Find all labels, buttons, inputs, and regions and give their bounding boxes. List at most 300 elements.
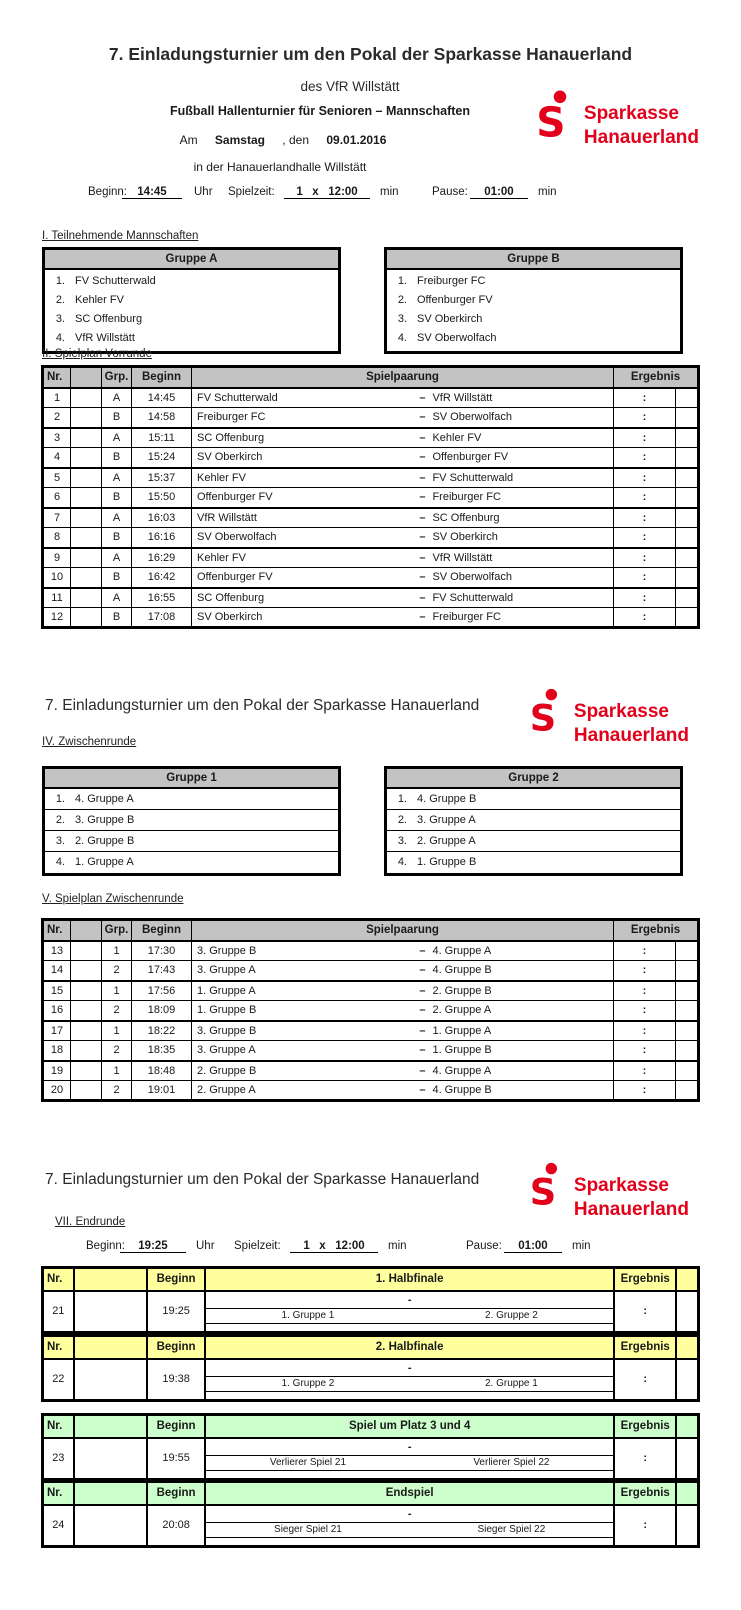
match-empty-cell — [71, 568, 102, 588]
vs-dash: – — [419, 431, 426, 444]
match-pairing — [192, 1021, 614, 1041]
away-team: 4. Gruppe B — [432, 964, 492, 977]
section-heading-vorrunde: II. Spielplan Vorrunde — [42, 348, 152, 360]
match-result: : — [614, 548, 676, 568]
team-row — [45, 831, 338, 852]
home-team: VfR Willstätt — [197, 511, 257, 524]
away-team: 1. Gruppe A — [432, 1024, 492, 1037]
team-pos: 2. — [397, 294, 407, 306]
vs-dash: - — [206, 1506, 613, 1523]
match-pairing — [205, 1291, 614, 1333]
section-heading-teilnehmer: I. Teilnehmende Mannschaften — [42, 230, 199, 242]
team-row — [45, 789, 338, 810]
team-name: 1. Gruppe B — [417, 856, 477, 868]
section-heading-endrunde: VII. Endrunde — [55, 1216, 126, 1228]
section-heading-zw-spielplan: V. Spielplan Zwischenrunde — [42, 893, 184, 905]
home-team: 1. Gruppe B — [197, 1004, 257, 1017]
finals-table-halbfinale-1 — [41, 1266, 700, 1334]
team-pos: 1. — [55, 793, 65, 805]
svg-text:S: S — [529, 696, 557, 734]
match-nr: 10 — [43, 568, 71, 588]
match-grp: B — [102, 528, 132, 548]
match-row — [43, 1081, 699, 1101]
host-line: des VfR Willstätt — [300, 79, 400, 94]
match-tail-cell — [676, 981, 699, 1001]
team-name: 4. Gruppe A — [75, 793, 134, 805]
home-team: Offenburger FV — [197, 571, 273, 584]
col-header-nr: Nr. — [43, 1336, 74, 1359]
home-team: SC Offenburg — [197, 431, 265, 444]
vs-dash: – — [419, 391, 426, 404]
vs-dash: – — [419, 944, 426, 957]
venue-line: in der Hanauerlandhalle Willstätt — [193, 160, 367, 174]
page-title: 7. Einladungsturnier um den Pokal der Sparkasse Hanauerland — [45, 697, 480, 714]
home-team: 3. Gruppe A — [197, 1044, 256, 1057]
match-beginn: 18:22 — [132, 1021, 192, 1041]
sparkasse-logo — [526, 1162, 689, 1223]
away-team: 2. Gruppe A — [432, 1004, 492, 1017]
team-row — [387, 852, 680, 873]
match-result: : — [614, 1359, 676, 1401]
match-empty-cell — [71, 528, 102, 548]
match-pairing — [192, 961, 614, 981]
match-tail-cell — [676, 548, 699, 568]
col-header-empty — [74, 1268, 147, 1291]
col-header-spielpaarung: Spielpaarung — [192, 367, 614, 388]
vs-dash: – — [419, 551, 426, 564]
home-team: 1. Gruppe 1 — [281, 1309, 335, 1321]
match-nr: 2 — [43, 408, 71, 428]
finals-table-halbfinale-2 — [41, 1334, 700, 1402]
match-row — [43, 981, 699, 1001]
match-tail-cell — [676, 1359, 698, 1401]
match-result: : — [614, 528, 676, 548]
match-pairing — [192, 568, 614, 588]
pause-label: Pause: — [466, 1240, 502, 1252]
beginn-label: Beginn: — [88, 186, 128, 198]
col-header-ergebnis: Ergebnis — [614, 920, 699, 941]
match-nr: 11 — [43, 588, 71, 608]
match-row — [43, 1061, 699, 1081]
vs-dash: – — [419, 511, 426, 524]
match-beginn: 15:11 — [132, 428, 192, 448]
match-beginn: 18:35 — [132, 1041, 192, 1061]
match-nr: 19 — [43, 1061, 71, 1081]
table-header-row — [43, 1268, 699, 1291]
match-tail-cell — [676, 1001, 699, 1021]
group-table-2 — [384, 766, 683, 876]
group-header: Gruppe A — [45, 250, 338, 270]
team-name: Freiburger FC — [417, 275, 486, 287]
spielzeit-label: Spielzeit: — [234, 1240, 281, 1252]
match-nr: 1 — [43, 388, 71, 408]
vs-dash: – — [419, 471, 426, 484]
match-nr: 9 — [43, 548, 71, 568]
team-pos: 4. — [55, 856, 65, 868]
team-row — [387, 831, 680, 852]
brand-line1: Sparkasse — [573, 701, 669, 722]
match-result: : — [614, 508, 676, 528]
match-empty-cell — [71, 548, 102, 568]
away-team: SV Oberkirch — [432, 531, 498, 544]
match-row — [43, 508, 699, 528]
match-beginn: 19:55 — [147, 1438, 205, 1480]
group-table-1 — [42, 766, 341, 876]
team-name: Offenburger FV — [417, 294, 493, 306]
match-beginn: 20:08 — [147, 1505, 205, 1547]
match-row — [43, 428, 699, 448]
vs-dash: – — [419, 531, 426, 544]
col-header-ergebnis: Ergebnis — [614, 1336, 676, 1359]
home-team: Freiburger FC — [197, 411, 266, 424]
match-empty-cell — [71, 961, 102, 981]
vs-dash: – — [419, 411, 426, 424]
home-team: Sieger Spiel 21 — [274, 1523, 342, 1535]
match-result: : — [614, 588, 676, 608]
match-row — [43, 961, 699, 981]
finals-row — [43, 1505, 699, 1547]
group-header: Gruppe B — [387, 250, 680, 270]
home-team: Kehler FV — [197, 471, 246, 484]
team-row — [387, 789, 680, 810]
match-grp: A — [102, 468, 132, 488]
match-row — [43, 408, 699, 428]
match-result: : — [614, 1505, 676, 1547]
match-row — [43, 1001, 699, 1021]
match-pairing — [192, 448, 614, 468]
col-header-grp: Grp. — [102, 367, 132, 388]
match-pairing — [205, 1359, 614, 1401]
brand-line2: Hanauerland — [573, 1199, 689, 1221]
match-grp: 2 — [102, 961, 132, 981]
match-result: : — [614, 388, 676, 408]
match-pairing — [192, 508, 614, 528]
match-nr: 5 — [43, 468, 71, 488]
match-empty-cell — [71, 981, 102, 1001]
match-result: : — [614, 448, 676, 468]
vs-dash: – — [419, 611, 426, 623]
spielzeit-value: 1 x 12:00 — [290, 1240, 378, 1253]
match-grp: A — [102, 508, 132, 528]
col-header-ergebnis: Ergebnis — [614, 1268, 676, 1291]
match-empty-cell — [71, 1081, 102, 1101]
col-header-empty — [74, 1482, 147, 1505]
finals-title: Spiel um Platz 3 und 4 — [205, 1415, 614, 1438]
match-result: : — [614, 428, 676, 448]
match-empty-cell — [71, 1061, 102, 1081]
match-beginn: 19:38 — [147, 1359, 205, 1401]
team-pos: 1. — [397, 275, 407, 287]
match-row — [43, 528, 699, 548]
col-header-ergebnis: Ergebnis — [614, 1415, 676, 1438]
match-nr: 4 — [43, 448, 71, 468]
match-result: : — [614, 488, 676, 508]
home-team: 3. Gruppe B — [197, 944, 257, 957]
team-name: SC Offenburg — [75, 313, 143, 325]
away-team: 4. Gruppe A — [432, 1064, 492, 1077]
pause-label: Pause: — [432, 186, 468, 198]
match-row — [43, 1041, 699, 1061]
uhr-label: Uhr — [194, 186, 213, 198]
home-team: 3. Gruppe B — [197, 1024, 257, 1037]
match-row — [43, 941, 699, 961]
col-header-ergebnis: Ergebnis — [614, 367, 699, 388]
group-table-b — [384, 247, 683, 354]
match-pairing — [205, 1438, 614, 1480]
match-empty-cell — [71, 448, 102, 468]
away-team: 1. Gruppe B — [432, 1044, 492, 1057]
away-team: 4. Gruppe B — [432, 1084, 492, 1096]
vs-dash: – — [419, 1084, 426, 1096]
match-tail-cell — [676, 1041, 699, 1061]
match-empty-cell — [71, 488, 102, 508]
match-row — [43, 588, 699, 608]
match-beginn: 19:01 — [132, 1081, 192, 1101]
match-empty-cell — [71, 388, 102, 408]
match-grp: 1 — [102, 981, 132, 1001]
home-team: 3. Gruppe A — [197, 964, 256, 977]
match-pairing — [192, 1081, 614, 1101]
match-empty-cell — [71, 408, 102, 428]
date-value: 09.01.2016 — [326, 133, 387, 147]
match-pairing — [192, 428, 614, 448]
match-pairing — [192, 488, 614, 508]
brand-line2: Hanauerland — [573, 725, 689, 747]
match-result: : — [614, 1291, 676, 1333]
col-header-beginn: Beginn — [147, 1336, 205, 1359]
team-pos: 4. — [397, 332, 407, 344]
table-header-row — [43, 920, 699, 941]
min-label: min — [388, 1240, 407, 1252]
match-row — [43, 1021, 699, 1041]
finals-table-platz3 — [41, 1413, 700, 1481]
home-team: 1. Gruppe A — [197, 984, 256, 997]
schedule-info-line — [0, 1240, 741, 1260]
match-tail-cell — [676, 388, 699, 408]
match-tail-cell — [676, 508, 699, 528]
team-pos: 2. — [397, 814, 407, 826]
vs-dash: - — [206, 1439, 613, 1456]
team-row — [387, 310, 680, 329]
match-beginn: 16:03 — [132, 508, 192, 528]
page-title: 7. Einladungsturnier um den Pokal der Sparkasse Hanauerland — [45, 1171, 480, 1188]
away-team: FV Schutterwald — [432, 591, 514, 604]
team-name: SV Oberkirch — [417, 313, 483, 325]
match-pairing — [192, 408, 614, 428]
schedule-info-line — [0, 186, 741, 206]
match-beginn: 18:09 — [132, 1001, 192, 1021]
team-row — [45, 310, 338, 329]
match-beginn: 14:45 — [132, 388, 192, 408]
spielzeit-label: Spielzeit: — [228, 186, 275, 198]
away-team: Freiburger FC — [432, 491, 501, 504]
match-beginn: 17:30 — [132, 941, 192, 961]
match-pairing — [192, 588, 614, 608]
team-name: 3. Gruppe A — [417, 814, 476, 826]
group-header: Gruppe 2 — [387, 769, 680, 789]
match-empty-cell — [74, 1505, 147, 1547]
match-grp: B — [102, 408, 132, 428]
match-nr: 23 — [43, 1438, 74, 1480]
finals-row — [43, 1291, 699, 1333]
col-header-empty — [74, 1415, 147, 1438]
match-result: : — [614, 1021, 676, 1041]
vs-dash: - — [206, 1360, 613, 1377]
col-header-ergebnis: Ergebnis — [614, 1482, 676, 1505]
sparkasse-logo — [532, 90, 699, 151]
away-team: SC Offenburg — [432, 511, 500, 524]
match-empty-cell — [71, 508, 102, 528]
team-pos: 1. — [55, 275, 65, 287]
team-pos: 3. — [55, 835, 65, 847]
match-empty-cell — [74, 1438, 147, 1480]
match-empty-cell — [71, 468, 102, 488]
match-nr: 15 — [43, 981, 71, 1001]
away-team: Verlierer Spiel 22 — [473, 1456, 550, 1468]
match-nr: 13 — [43, 941, 71, 961]
match-grp: 1 — [102, 1021, 132, 1041]
match-grp: B — [102, 488, 132, 508]
match-pairing — [192, 608, 614, 628]
away-team: SV Oberwolfach — [432, 411, 512, 424]
team-row — [45, 852, 338, 873]
sparkasse-s-icon — [526, 1162, 564, 1208]
match-nr: 14 — [43, 961, 71, 981]
vs-dash: – — [419, 571, 426, 584]
match-grp: B — [102, 568, 132, 588]
match-empty-cell — [71, 1021, 102, 1041]
team-name: 3. Gruppe B — [75, 814, 135, 826]
match-pairing — [205, 1505, 614, 1547]
vs-dash: – — [419, 984, 426, 997]
home-team: SC Offenburg — [197, 591, 265, 604]
brand-line1: Sparkasse — [583, 103, 679, 124]
vs-dash: – — [419, 1004, 426, 1017]
team-pos: 3. — [55, 313, 65, 325]
beginn-label: Beginn: — [86, 1240, 126, 1252]
match-pairing — [192, 1061, 614, 1081]
table-header-row — [43, 1482, 699, 1505]
match-nr: 12 — [43, 608, 71, 628]
match-result: : — [614, 1061, 676, 1081]
section-heading-zwischenrunde: IV. Zwischenrunde — [42, 736, 137, 748]
match-result: : — [614, 408, 676, 428]
match-grp: B — [102, 608, 132, 628]
away-team: Freiburger FC — [432, 611, 501, 623]
match-beginn: 14:58 — [132, 408, 192, 428]
away-team: FV Schutterwald — [432, 471, 514, 484]
match-beginn: 16:16 — [132, 528, 192, 548]
col-header-nr: Nr. — [43, 1482, 74, 1505]
min-label: min — [380, 186, 399, 198]
vs-dash: – — [419, 491, 426, 504]
match-row — [43, 488, 699, 508]
sparkasse-s-icon — [532, 90, 574, 140]
event-type-line: Fußball Hallenturnier für Senioren – Mannschaften — [169, 104, 471, 118]
col-header-tail — [676, 1336, 698, 1359]
team-name: FV Schutterwald — [75, 275, 156, 287]
match-row — [43, 608, 699, 628]
away-team: SV Oberwolfach — [432, 571, 512, 584]
date-day: Samstag — [214, 133, 265, 147]
team-name: VfR Willstätt — [75, 332, 135, 344]
vs-dash: – — [419, 1044, 426, 1057]
finals-row — [43, 1359, 699, 1401]
match-result: : — [614, 1041, 676, 1061]
match-empty-cell — [71, 588, 102, 608]
brand-name — [574, 688, 689, 749]
match-nr: 22 — [43, 1359, 74, 1401]
col-header-beginn: Beginn — [147, 1415, 205, 1438]
vs-dash: – — [419, 964, 426, 977]
team-pos: 3. — [397, 835, 407, 847]
away-team: VfR Willstätt — [432, 551, 493, 564]
match-tail-cell — [676, 1438, 698, 1480]
match-tail-cell — [676, 1061, 699, 1081]
match-pairing — [192, 1041, 614, 1061]
vs-dash: – — [419, 591, 426, 604]
team-row — [45, 272, 338, 291]
team-row — [45, 291, 338, 310]
finals-title: 1. Halbfinale — [205, 1268, 614, 1291]
home-team: FV Schutterwald — [197, 391, 278, 404]
team-name: SV Oberwolfach — [417, 332, 497, 344]
match-result: : — [614, 608, 676, 628]
match-pairing — [192, 548, 614, 568]
match-empty-cell — [71, 1001, 102, 1021]
col-header-tail — [676, 1482, 698, 1505]
home-team: SV Oberkirch — [197, 611, 263, 623]
uhr-label: Uhr — [196, 1240, 215, 1252]
match-row — [43, 568, 699, 588]
vs-dash: – — [419, 1064, 426, 1077]
match-grp: A — [102, 588, 132, 608]
match-pairing — [192, 941, 614, 961]
match-empty-cell — [71, 1041, 102, 1061]
col-header-tail — [676, 1415, 698, 1438]
match-nr: 20 — [43, 1081, 71, 1101]
match-grp: 1 — [102, 941, 132, 961]
match-result: : — [614, 1438, 676, 1480]
match-result: : — [614, 1001, 676, 1021]
team-name: Kehler FV — [75, 294, 124, 306]
match-grp: A — [102, 388, 132, 408]
col-header-nr: Nr. — [43, 367, 71, 388]
vorrunde-table — [41, 365, 700, 629]
match-tail-cell — [676, 1081, 699, 1101]
match-pairing — [192, 388, 614, 408]
match-grp: A — [102, 428, 132, 448]
match-tail-cell — [676, 941, 699, 961]
col-header-nr: Nr. — [43, 920, 71, 941]
col-header-grp: Grp. — [102, 920, 132, 941]
col-header-beginn: Beginn — [147, 1482, 205, 1505]
match-nr: 6 — [43, 488, 71, 508]
brand-name — [574, 1162, 689, 1223]
match-beginn: 17:43 — [132, 961, 192, 981]
finals-row — [43, 1438, 699, 1480]
team-pos: 4. — [55, 332, 65, 344]
team-row — [387, 272, 680, 291]
match-beginn: 18:48 — [132, 1061, 192, 1081]
match-nr: 16 — [43, 1001, 71, 1021]
spielzeit-value: 1 x 12:00 — [284, 186, 370, 199]
team-pos: 2. — [55, 814, 65, 826]
finals-title: 2. Halbfinale — [205, 1336, 614, 1359]
match-result: : — [614, 1081, 676, 1101]
match-result: : — [614, 468, 676, 488]
match-beginn: 15:50 — [132, 488, 192, 508]
